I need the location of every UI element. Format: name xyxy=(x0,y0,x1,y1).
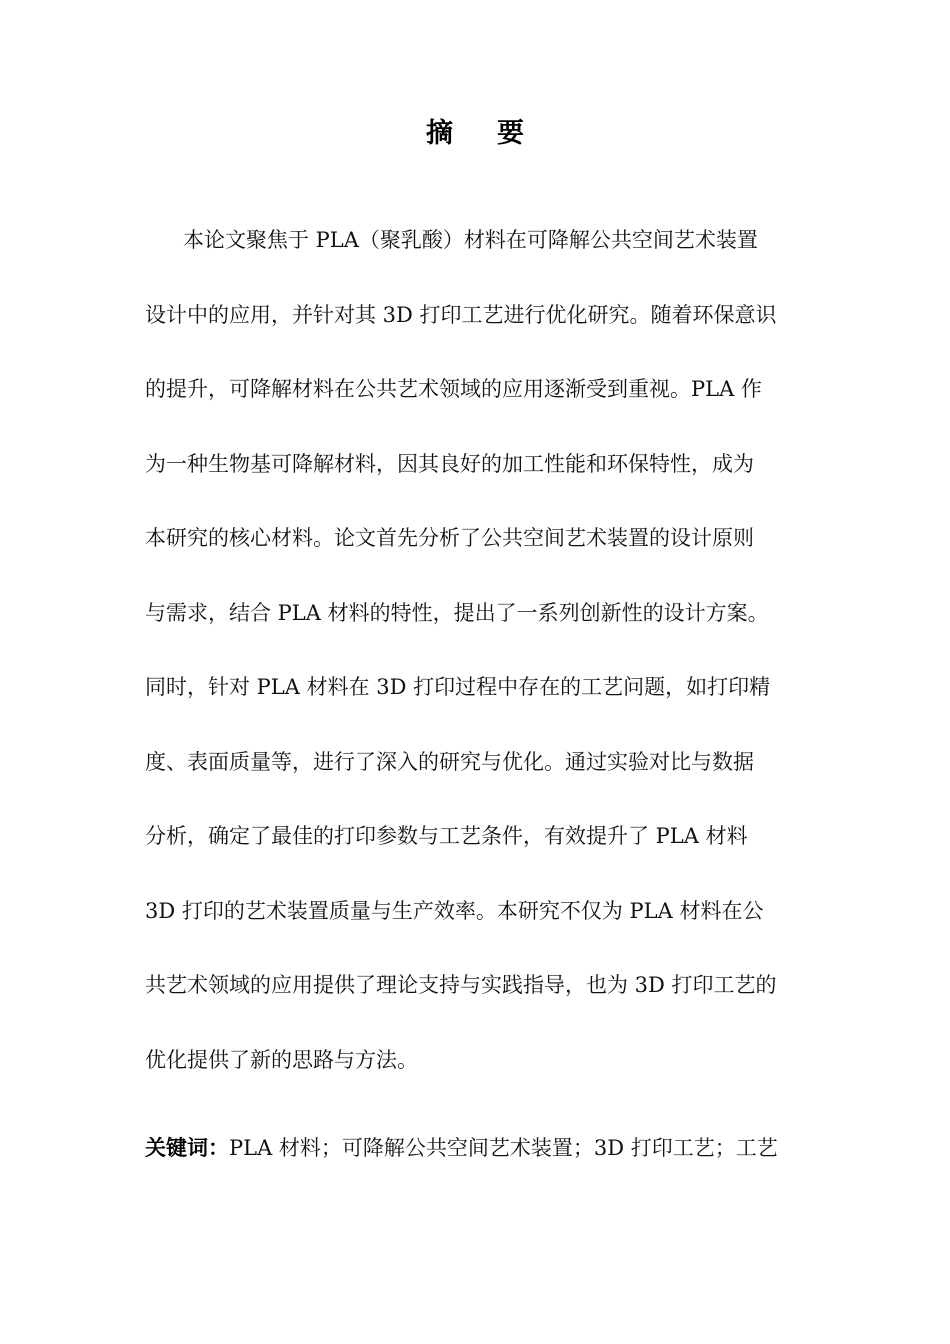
page-title xyxy=(0,112,950,156)
abstract-body xyxy=(145,203,807,1097)
abstract-line: 同时，针对 PLA 材料在 3D 打印过程中存在的工艺问题，如打印精 xyxy=(145,675,771,699)
title-char-1: 摘 xyxy=(426,118,453,149)
keywords-text: PLA 材料；可降解公共空间艺术装置；3D 打印工艺；工艺 xyxy=(229,1136,778,1160)
abstract-line: 共艺术领域的应用提供了理论支持与实践指导，也为 3D 打印工艺的 xyxy=(145,973,777,997)
keywords-label: 关键词： xyxy=(145,1136,229,1160)
abstract-line: 分析，确定了最佳的打印参数与工艺条件，有效提升了 PLA 材料 xyxy=(145,824,748,848)
abstract-line: 设计中的应用，并针对其 3D 打印工艺进行优化研究。随着环保意识 xyxy=(145,302,777,327)
abstract-line: 本论文聚焦于 PLA（聚乳酸）材料在可降解公共空间艺术装置 xyxy=(183,228,758,252)
abstract-line: 3D 打印的艺术装置质量与生产效率。本研究不仅为 PLA 材料在公 xyxy=(145,898,764,923)
abstract-line: 与需求，结合 PLA 材料的特性，提出了一系列创新性的设计方案。 xyxy=(145,600,769,625)
abstract-line: 优化提供了新的思路与方法。 xyxy=(145,1047,418,1072)
abstract-line: 为一种生物基可降解材料，因其良好的加工性能和环保特性，成为 xyxy=(145,451,754,476)
abstract-line: 本研究的核心材料。论文首先分析了公共空间艺术装置的设计原则 xyxy=(145,526,754,550)
abstract-line: 度、表面质量等，进行了深入的研究与优化。通过实验对比与数据 xyxy=(145,749,754,774)
abstract-line: 的提升，可降解材料在公共艺术领域的应用逐渐受到重视。PLA 作 xyxy=(145,377,762,401)
keywords-line xyxy=(145,1126,807,1170)
title-char-2: 要 xyxy=(497,118,524,149)
